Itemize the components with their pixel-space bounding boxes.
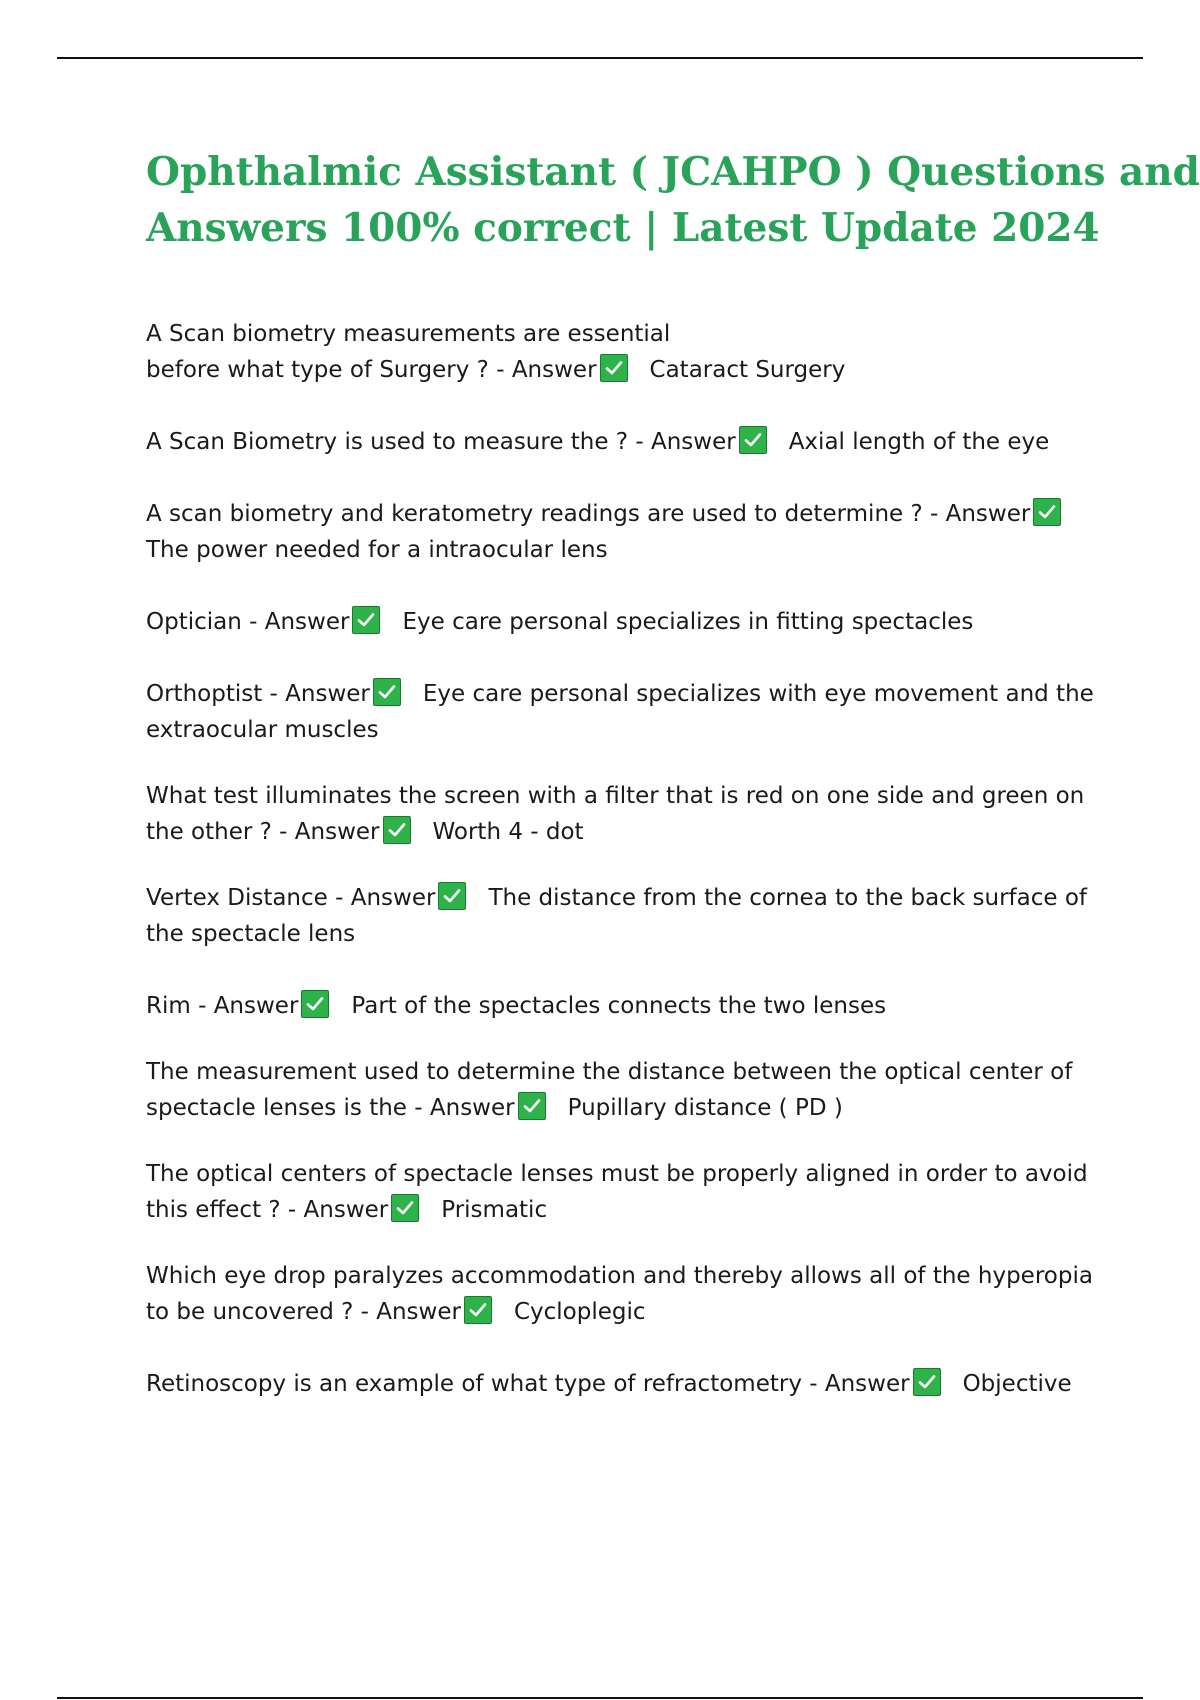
answer-text: Cycloplegic — [513, 1299, 646, 1325]
check-mark-icon — [301, 990, 329, 1018]
qa-line — [146, 712, 1096, 748]
qa-line — [146, 496, 1096, 532]
answer-label: Answer — [285, 681, 370, 707]
top-divider — [57, 57, 1143, 59]
answer-label: Answer — [511, 357, 597, 383]
page-title — [146, 144, 1200, 256]
question-text: A Scan Biometry is used to measure the ? - — [146, 429, 651, 455]
check-mark-icon — [464, 1296, 492, 1324]
question-text: to be uncovered ? - — [146, 1299, 377, 1325]
question-text: Optician - — [146, 609, 265, 635]
answer-label: Answer — [650, 429, 736, 455]
qa-item — [146, 988, 1096, 1024]
check-mark-icon — [600, 354, 628, 382]
qa-line — [146, 604, 1096, 640]
check-mark-icon — [518, 1092, 546, 1120]
answer-label: Answer — [303, 1197, 389, 1223]
check-mark-icon — [373, 678, 401, 706]
qa-list — [146, 316, 1096, 1402]
answer-text: Pupillary distance ( PD ) — [567, 1095, 843, 1121]
qa-line — [146, 352, 1096, 388]
answer-label: Answer — [429, 1095, 515, 1121]
qa-line — [146, 916, 1096, 952]
qa-item — [146, 676, 1096, 748]
question-text: Which eye drop paralyzes accommodation and thereby allows all of the hyperopia — [146, 1263, 1093, 1289]
answer-label: Answer — [213, 993, 299, 1019]
answer-text: Worth 4 - dot — [432, 819, 584, 845]
check-mark-icon — [438, 882, 466, 910]
answer-text: Part of the spectacles connects the two lenses — [351, 993, 887, 1019]
answer-text: Cataract Surgery — [649, 357, 846, 383]
question-text: this effect ? - — [146, 1197, 304, 1223]
qa-line — [146, 424, 1096, 460]
answer-text: The power needed for a intraocular lens — [146, 537, 608, 563]
check-mark-icon — [913, 1368, 941, 1396]
qa-line — [146, 532, 1096, 568]
question-text: A Scan biometry measurements are essential — [146, 321, 671, 347]
check-mark-icon — [1033, 498, 1061, 526]
qa-item — [146, 1054, 1096, 1126]
qa-item — [146, 1366, 1096, 1402]
qa-line — [146, 880, 1096, 916]
answer-label: Answer — [376, 1299, 461, 1325]
question-text: the other ? - — [146, 819, 295, 845]
question-text: Rim - — [146, 993, 214, 1019]
question-text: The optical centers of spectacle lenses must be properly aligned in order to avoid — [146, 1161, 1088, 1187]
title-line-2: Answers 100% correct | Latest Update 2024 — [146, 205, 1100, 251]
qa-line — [146, 814, 1096, 850]
question-text: What test illuminates the screen with a filter that is red on one side and green on — [146, 783, 1085, 809]
check-mark-icon — [383, 816, 411, 844]
qa-item — [146, 316, 1096, 388]
qa-line — [146, 316, 1096, 352]
title-line-1: Ophthalmic Assistant ( JCAHPO ) Questions and — [146, 149, 1200, 195]
answer-label: Answer — [294, 819, 380, 845]
answer-text: Eye care personal specializes with eye movement and the — [422, 681, 1094, 707]
question-text: spectacle lenses is the - — [146, 1095, 430, 1121]
answer-text: Objective — [962, 1371, 1072, 1397]
question-text: Vertex Distance - — [146, 885, 351, 911]
answer-label: Answer — [824, 1371, 910, 1397]
question-text: Retinoscopy is an example of what type of refractometry - — [146, 1371, 825, 1397]
qa-line — [146, 1090, 1096, 1126]
answer-label: Answer — [350, 885, 436, 911]
qa-item — [146, 1156, 1096, 1228]
qa-line — [146, 1156, 1096, 1192]
qa-line — [146, 1192, 1096, 1228]
check-mark-icon — [391, 1194, 419, 1222]
qa-item — [146, 604, 1096, 640]
question-text: before what type of Surgery ? - — [146, 357, 512, 383]
answer-text: The distance from the cornea to the back surface of — [488, 885, 1088, 911]
qa-line — [146, 1294, 1096, 1330]
answer-text: extraocular muscles — [146, 717, 379, 743]
question-text: A scan biometry and keratometry readings are used to determine ? - — [146, 501, 946, 527]
qa-item — [146, 496, 1096, 568]
qa-line — [146, 1054, 1096, 1090]
qa-line — [146, 1366, 1096, 1402]
qa-item — [146, 424, 1096, 460]
bottom-divider — [57, 1697, 1143, 1699]
answer-text: the spectacle lens — [146, 921, 356, 947]
answer-text: Axial length of the eye — [788, 429, 1050, 455]
answer-text: Prismatic — [441, 1197, 548, 1223]
qa-item — [146, 778, 1096, 850]
check-mark-icon — [352, 606, 380, 634]
qa-item — [146, 880, 1096, 952]
answer-label: Answer — [264, 609, 350, 635]
answer-text: Eye care personal specializes in fitting spectacles — [402, 609, 974, 635]
qa-line — [146, 676, 1096, 712]
qa-line — [146, 1258, 1096, 1294]
question-text: Orthoptist - — [146, 681, 286, 707]
question-text: The measurement used to determine the distance between the optical center of — [146, 1059, 1073, 1085]
qa-line — [146, 778, 1096, 814]
qa-line — [146, 988, 1096, 1024]
qa-item — [146, 1258, 1096, 1330]
check-mark-icon — [739, 426, 767, 454]
answer-label: Answer — [945, 501, 1031, 527]
